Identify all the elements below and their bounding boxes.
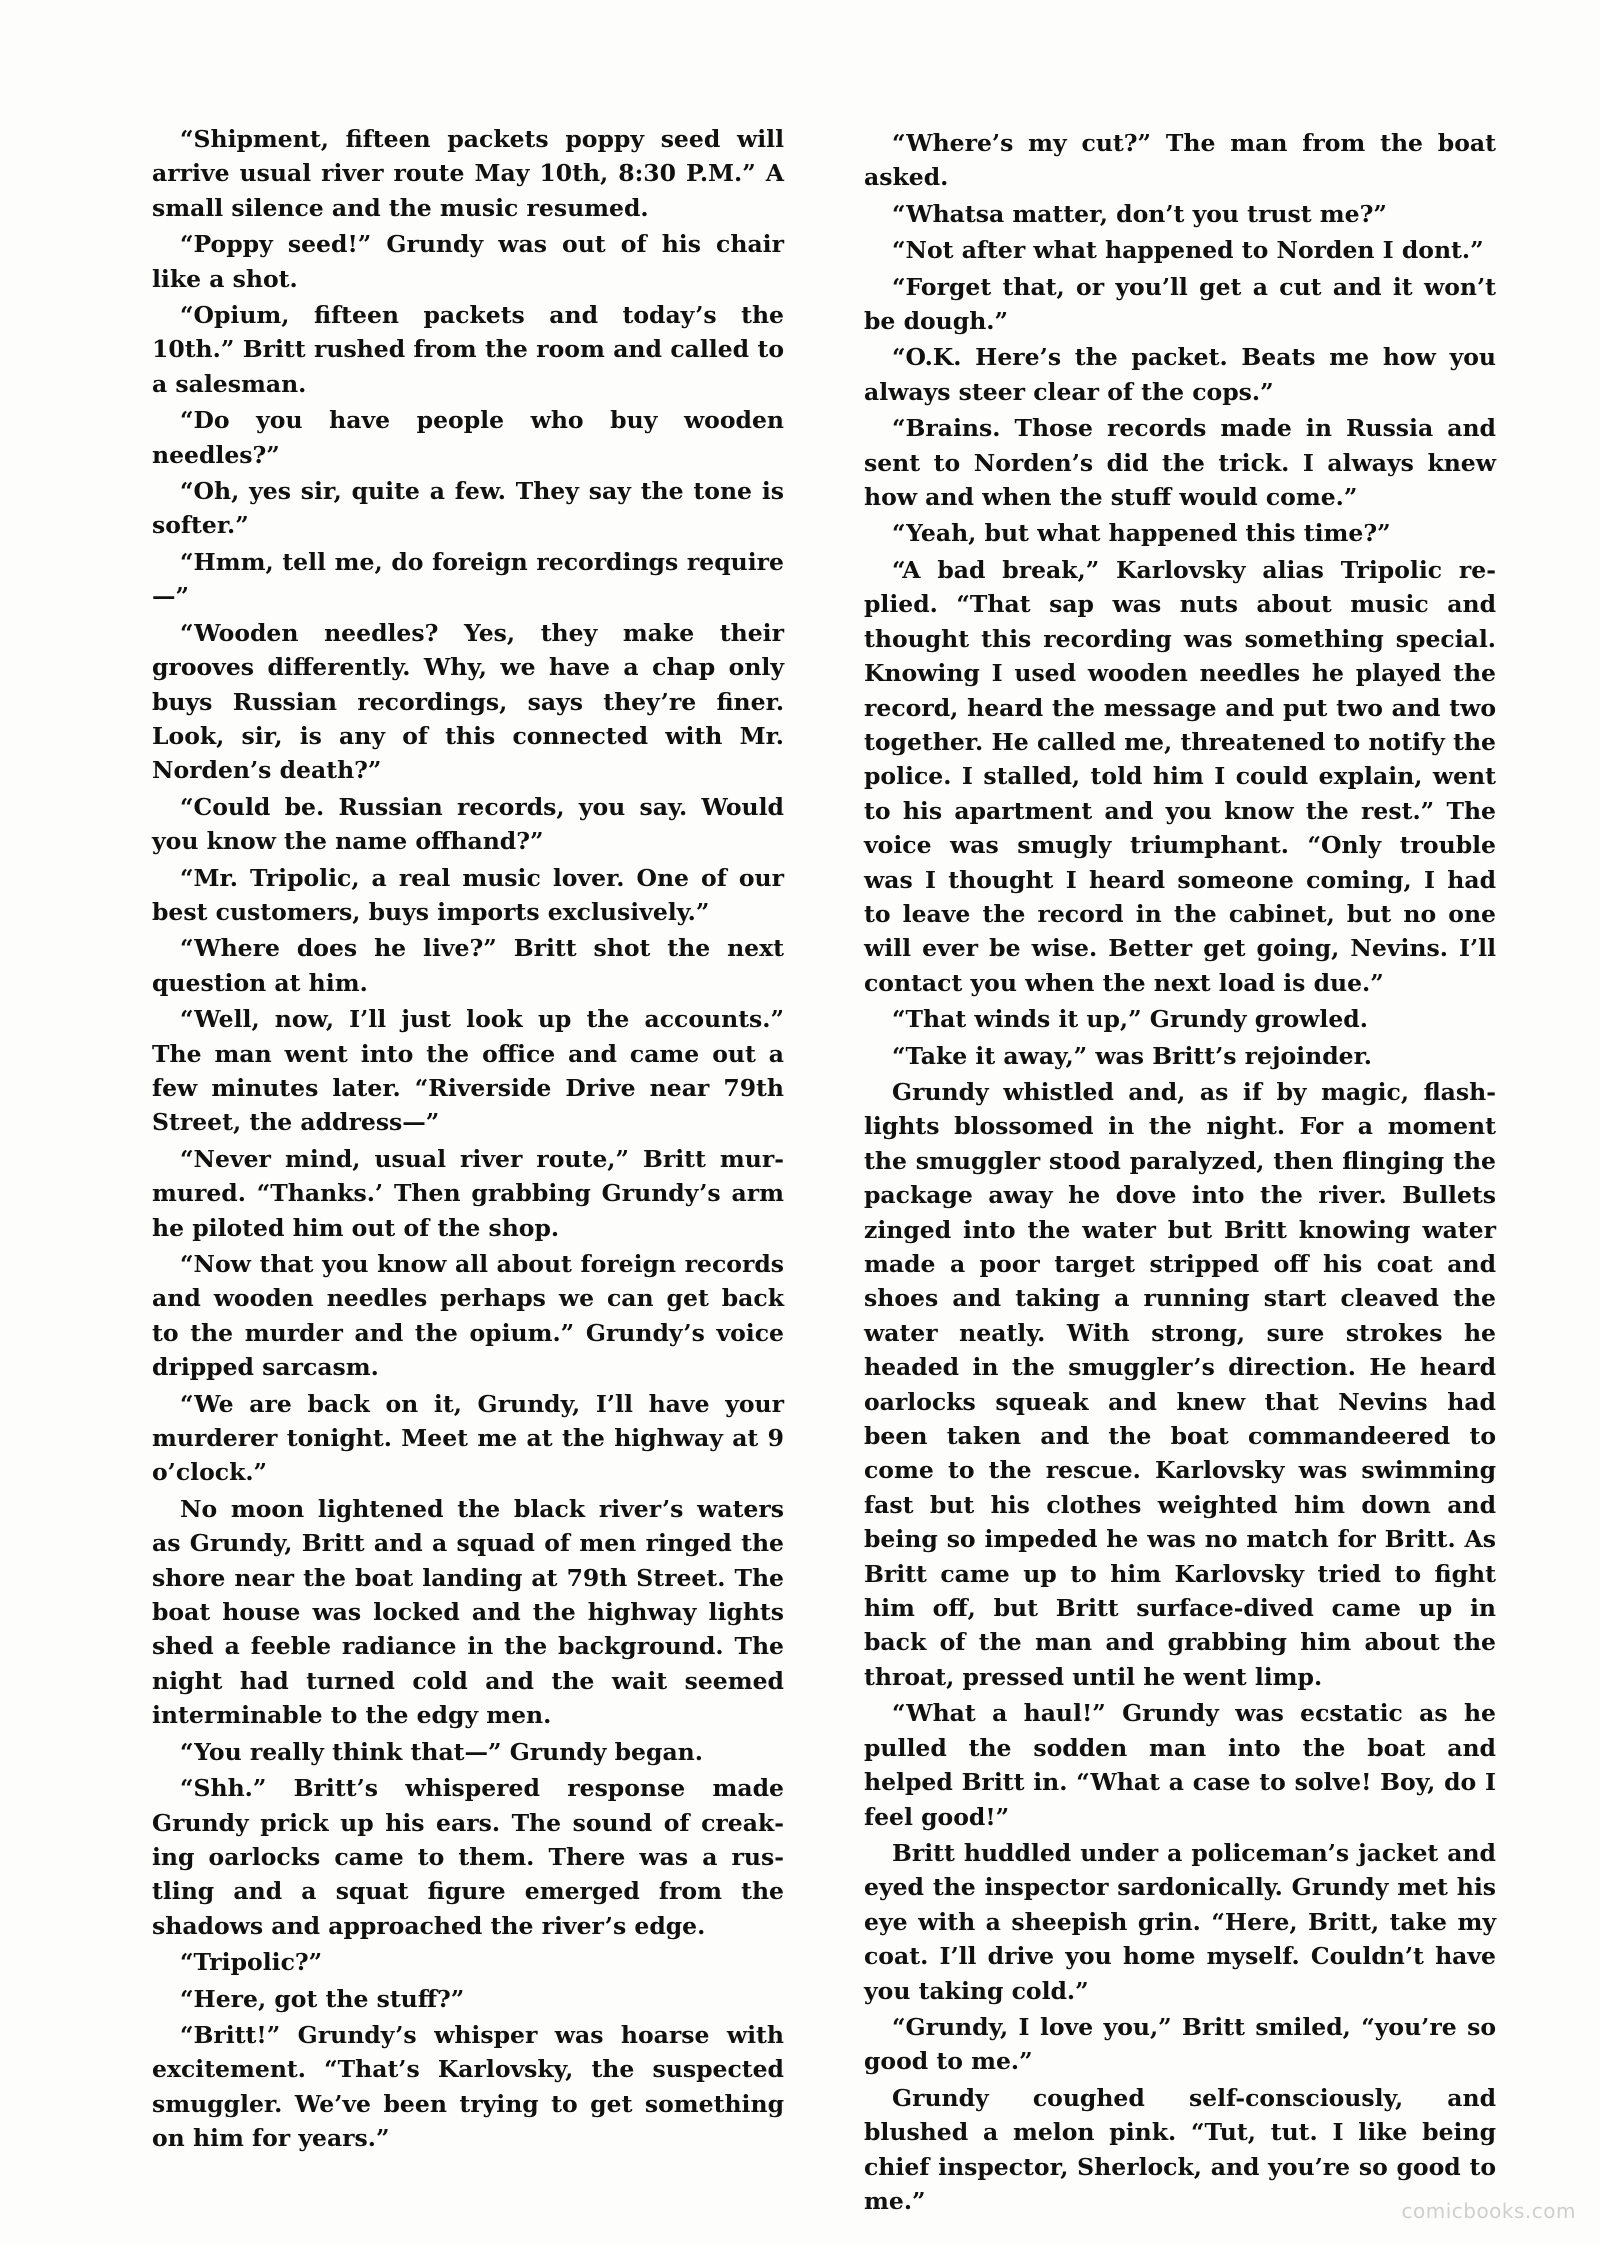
paragraph: Grundy whistled and, as if by magic, flashlights blossomed in the night. For a moment the smuggler stood paralyzed, then flinging the package away he dove into the river. Bullets zinged into the water but Britt knowing water made a poor target stripped off his coat and shoes and taking a running start cleaved the water neatly. With strong, sure strokes he headed in the smuggler’s direction. He heard oarlocks squeak and knew that Nevins had been taken and the boat commandeered to come to the rescue. Karlovsky was swimming fast but his clothes weighted him down and being so impeded he was no match for Britt. As Britt came up to him Karlovsky tried to fight him off, but Britt surface-dived came up in back of the man and grabbing him about the throat, pressed until he went limp. xyxy=(864,1077,1496,1691)
paragraph: “Mr. Tripolic, a real music lover. One of our best customers, buys imports exclusively.” xyxy=(152,863,784,926)
paragraph: Grundy coughed self-consciously, and blushed a melon pink. “Tut, tut. I like being chief inspector, Sherlock, and you’re so good to me.” xyxy=(864,2083,1496,2215)
paragraph: “A bad break,” Karlovsky alias Tripolic replied. “That sap was nuts about music and thought this recording was something special. Knowing I used wooden needles he played the record, heard the message and put two and two together. He called me, threatened to notify the police. I stalled, told him I could explain, went to his apartment and you know the rest.” The voice was smugly triumphant. “Only trouble was I thought I heard someone coming, I had to leave the record in the cabinet, but no one will ever be wise. Better get going, Nevins. I’ll contact you when the next load is due.” xyxy=(864,555,1496,997)
paragraph: “O.K. Here’s the packet. Beats me how you always steer clear of the cops.” xyxy=(864,343,1496,406)
paragraph: No moon lightened the black river’s waters as Grundy, Britt and a squad of men ringed the shore near the boat landing at 79th Street. The boat house was locked and the highway lights shed a feeble radiance in the background. The night had turned cold and the wait seemed interminable to the edgy men. xyxy=(152,1494,784,1730)
paragraph: “Take it away,” was Britt’s rejoinder. xyxy=(892,1041,1372,1070)
paragraph: “Tripolic?” xyxy=(180,1948,323,1977)
paragraph: “Opium, fifteen packets and today’s the 10th.” Britt rushed from the room and called to a salesman. xyxy=(152,301,784,398)
paragraph: “Never mind, usual river route,” Britt murmured. “Thanks.’ Then grabbing Grundy’s arm he piloted him out of the shop. xyxy=(152,1144,784,1242)
paragraph: “Shipment, fifteen packets poppy seed will arrive usual river route May 10th, 8:30 P.M.” A small silence and the music resumed. xyxy=(152,125,784,222)
paragraph: “Oh, yes sir, quite a few. They say the tone is softer.” xyxy=(152,477,784,540)
paragraph: “Poppy seed!” Grundy was out of his chair like a shot. xyxy=(152,230,784,293)
paragraph: “Where does he live?” Britt shot the next question at him. xyxy=(152,934,784,997)
left-text-column xyxy=(152,122,784,2158)
paragraph: “Wooden needles? Yes, they make their grooves differently. Why, we have a chap only buys Russian recordings, says they’re finer. Look, sir, is any of this connected with Mr. Norden’s death?” xyxy=(152,618,784,785)
paragraph: “Forget that, or you’ll get a cut and it won’t be dough.” xyxy=(864,272,1496,336)
paragraph: “Brains. Those records made in Russia and sent to Norden’s did the trick. I always knew how and when the stuff would come.” xyxy=(864,414,1496,512)
paragraph: “We are back on it, Grundy, I’ll have your murderer tonight. Meet me at the highway at 9 o’clock.” xyxy=(152,1389,784,1487)
paragraph: “Do you have people who buy wooden needles?” xyxy=(152,406,784,469)
paragraph: “Yeah, but what happened this time?” xyxy=(892,519,1391,548)
paragraph: Britt huddled under a policeman’s jacket and eyed the inspector sardonically. Grundy met his eye with a sheepish grin. “Here, Britt, take my coat. I’ll drive you home myself. Couldn’t have you taking cold.” xyxy=(864,1838,1496,2005)
watermark-text: comicbooks.com xyxy=(1401,2199,1576,2223)
paragraph: “You really think that—” Grundy began. xyxy=(180,1737,703,1766)
paragraph: “Shh.” Britt’s whispered response made Grundy prick up his ears. The sound of creaking oarlocks came to them. There was a rustling and a squat figure emerged from the shadows and approached the river’s edge. xyxy=(152,1774,784,1940)
paragraph: “What a haul!” Grundy was ecstatic as he pulled the sodden man into the boat and helped Britt in. “What a case to solve! Boy, do I feel good!” xyxy=(864,1699,1496,1831)
right-text-column xyxy=(864,126,1496,2220)
paragraph: “Could be. Russian records, you say. Would you know the name offhand?” xyxy=(152,792,784,856)
paragraph: “Now that you know all about foreign records and wooden needles perhaps we can get back to the murder and the opium.” Grundy’s voice dripped sarcasm. xyxy=(152,1250,784,1382)
paragraph: “Well, now, I’ll just look up the accounts.” The man went into the office and came out a few minutes later. “Riverside Drive near 79th Street, the address—” xyxy=(152,1005,784,1137)
paragraph: “Not after what happened to Norden I dont.” xyxy=(892,236,1484,265)
paragraph: “Where’s my cut?” The man from the boat asked. xyxy=(864,129,1496,192)
paragraph: “That winds it up,” Grundy growled. xyxy=(892,1005,1368,1034)
paragraph: “Britt!” Grundy’s whisper was hoarse with excitement. “That’s Karlovsky, the suspected smuggler. We’ve been trying to get something on him for years.” xyxy=(152,2020,784,2153)
paragraph: “Hmm, tell me, do foreign recordings require—” xyxy=(152,547,784,611)
paragraph: “Grundy, I love you,” Britt smiled, “you’re so good to me.” xyxy=(864,2012,1496,2076)
paragraph: “Whatsa matter, don’t you trust me?” xyxy=(892,199,1387,228)
paragraph: “Here, got the stuff?” xyxy=(180,1984,465,2013)
